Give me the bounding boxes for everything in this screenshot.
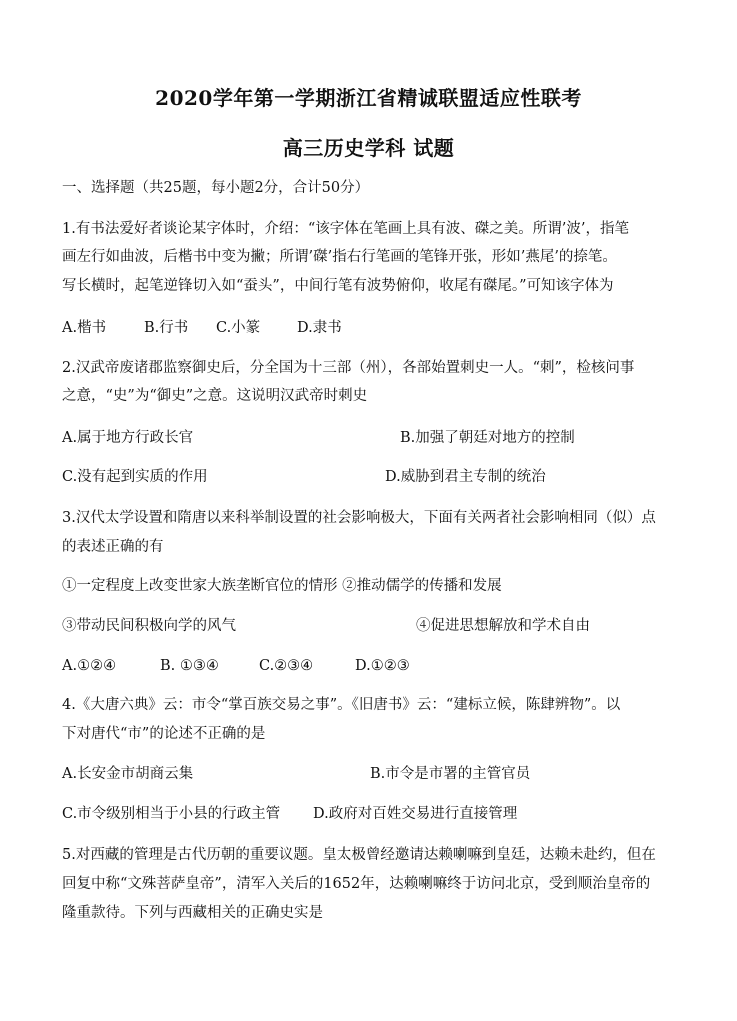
q2-stem-line-1: 2.汉武帝废诸郡监察御史后，分全国为十三部（州），各部始置刺史一人。“刺”，检核问事	[62, 360, 635, 376]
q1-option-a: A.楷书	[62, 320, 107, 336]
exam-subtitle: 高三历史学科 试题	[282, 136, 455, 160]
q3-option-a: A.①②④	[62, 658, 117, 674]
q4-option-a: A.长安金市胡商云集	[62, 766, 194, 782]
q2-stem-line-2: 之意，“史”为“御史”之意。这说明汉武帝时刺史	[62, 388, 368, 404]
section-heading: 一、选择题（共25题，每小题2分，合计50分）	[62, 180, 370, 196]
q3-stem-line-1: 3.汉代太学设置和隋唐以来科举制设置的社会影响极大，下面有关两者社会影响相同（似）点	[62, 510, 656, 526]
q3-item-3: ③带动民间积极向学的风气	[62, 618, 236, 634]
q1-option-d: D.隶书	[297, 320, 342, 336]
q4-option-c: C.市令级别相当于小县的行政主管	[62, 806, 281, 822]
q5-stem-line-1: 5.对西藏的管理是古代历朝的重要议题。皇太极曾经邀请达赖喇嘛到皇廷，达赖未赴约，但在	[62, 847, 656, 863]
q1-stem-line-2: 画左行如曲波，后楷书中变为撇；所谓’磔’指右行笔画的笔锋开张，形如’燕尾’的捺笔。	[62, 249, 617, 265]
q3-option-d: D.①②③	[355, 658, 410, 674]
q1-stem-line-3: 写长横时，起笔逆锋切入如“蚕头”，中间行笔有波势俯仰，收尾有磔尾。”可知该字体为	[62, 278, 614, 294]
q3-item-4: ④促进思想解放和学术自由	[416, 618, 590, 634]
q4-option-d: D.政府对百姓交易进行直接管理	[313, 806, 518, 822]
q4-stem-line-1: 4.《大唐六典》云：市令“掌百族交易之事”。《旧唐书》云：“建标立候，陈肆辨物”。以	[62, 697, 621, 713]
q4-option-b: B.市令是市署的主管官员	[370, 766, 531, 782]
q4-stem-line-2: 下对唐代“市”的论述不正确的是	[62, 726, 266, 742]
q5-stem-line-3: 隆重款待。下列与西藏相关的正确史实是	[62, 905, 323, 921]
q2-option-d: D.威胁到君主专制的统治	[385, 469, 546, 485]
q3-item-1-2: ①一定程度上改变世家大族垄断官位的情形 ②推动儒学的传播和发展	[62, 578, 502, 594]
q2-option-b: B.加强了朝廷对地方的控制	[400, 430, 575, 446]
q2-option-a: A.属于地方行政长官	[62, 430, 194, 446]
q5-stem-line-2: 回复中称“文殊菩萨皇帝”，清军入关后的1652年，达赖喇嘛终于访问北京，受到顺治皇帝的	[62, 876, 651, 892]
q1-option-c: C.小篆	[216, 320, 261, 336]
q2-option-c: C.没有起到实质的作用	[62, 469, 208, 485]
q3-option-c: C.②③④	[259, 658, 314, 674]
q3-option-b: B. ①③④	[160, 658, 219, 674]
q1-stem-line-1: 1.有书法爱好者谈论某字体时，介绍：“该字体在笔画上具有波、磔之美。所谓’波’，指笔	[62, 221, 629, 237]
q3-stem-line-2: 的表述正确的有	[62, 539, 164, 555]
exam-title: 2020学年第一学期浙江省精诚联盟适应性联考	[155, 86, 582, 110]
q1-option-b: B.行书	[144, 320, 189, 336]
